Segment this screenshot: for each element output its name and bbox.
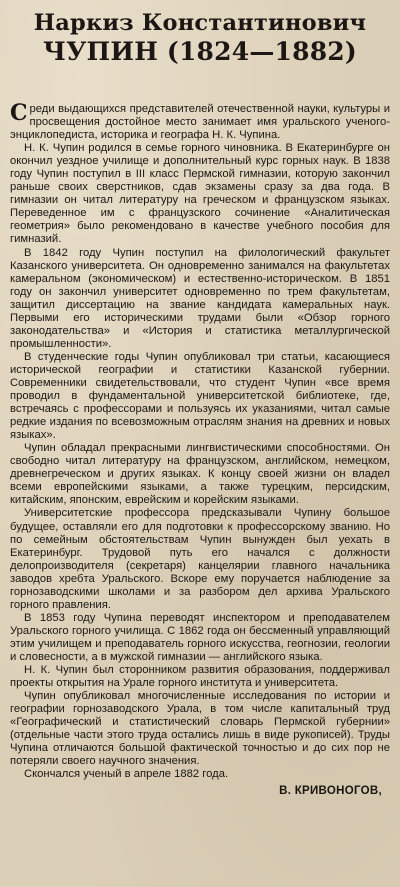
paragraph-9: Чупин опубликовал многочисленные исследования по истории и географии горнозаводского Урала, в том числе капитальный труд «Географический и статистический словарь Пермской губернии» (отдельные части этого труда остались лишь в виде рукописей). Труды Чупина отличаются большой фактической точностью и до сих пор не потеряли своего научного значения. [10, 690, 390, 768]
paragraph-1 [10, 100, 390, 142]
paragraph-6: Университетские профессора предсказывали Чупину большое будущее, оставляли его для подготовки к профессорскому званию. Но по семейным обстоятельствам Чупин вынужден был уехать в Екатеринбург. Трудовой путь его начался с должности делопроизводителя (секретаря) канцелярии главного начальника заводов хребта Уральского. Вскоре ему поручается наблюдение за горнозаводскими школами и за разбором дел архива Уральского горного правления. [10, 507, 390, 611]
article-title-name: Наркиз Константинович [33, 10, 367, 36]
article-title-surname-years: ЧУПИН (1824—1882) [43, 37, 357, 66]
paragraph-8: Н. К. Чупин был сторонником развития образования, поддерживал проекты открытия на Урале горного института и университета. [10, 664, 390, 690]
paragraph-4: В студенческие годы Чупин опубликовал три статьи, касающиеся исторической географии и статистики Казанской губернии. Современники свидетельствовали, что студент Чупин «все время проводил в фундаментальной университетской библиотеке, где, встречаясь с профессорами и пользуясь их указаниями, читал самые редкие издания по всевозможным отраслям знания на древних и новых языках». [10, 350, 390, 442]
paragraph-3: В 1842 году Чупин поступил на филологический факультет Казанского университета. Он одновременно занимался на факультетах камеральном (экономическом) и естественно-историческом. В 1851 году он закончил университет одновременно по трем факультетам, защитил диссертацию на звание кандидата камеральных наук. Первыми его историческими трудами были «Обзор горного законодательства» и «История и статистика металлургической промышленности». [10, 246, 390, 350]
paragraph-7: В 1853 году Чупина переводят инспектором и преподавателем Уральского горного училища. С 1862 года он бессменный управляющий этим училищем и преподаватель горного искусства, геогнозии, геологии и словесности, а в мужской гимназии — английского языка. [10, 611, 390, 663]
article-body [10, 100, 390, 781]
author-signature: В. КРИВОНОГОВ, [279, 785, 382, 798]
article-header [10, 10, 390, 67]
drop-cap: С [10, 100, 28, 126]
paragraph-5: Чупин обладал прекрасными лингвистическими способностями. Он свободно читал литературу на французском, английском, немецком, древнегреческом и других языках. К концу своей жизни он владел всеми европейскими языками, а также турецким, персидским, китайским, японским, еврейским и корейским языками. [10, 442, 390, 507]
paragraph-10: Скончался ученый в апреле 1882 года. [24, 768, 229, 781]
paragraph-1-text: реди выдающихся представителей отечественной науки, культуры и просвещения достойное место занимает имя уральского ученого-энциклопедиста, историка и географа Н. К. Чупина. [10, 103, 390, 142]
paragraph-2: Н. К. Чупин родился в семье горного чиновника. В Екатеринбурге он окончил уездное училище и дополнительный курс горных наук. В 1838 году Чупин поступил в III класс Пермской гимназии, которую закончил раньше своих сверстников, сдав экзамены сразу за два года. В гимназии он читал литературу на греческом и французском языках. Переведенное им с французского сочинение «Аналитическая геометрия» было рекомендовано в качестве учебного пособия для гимназий. [10, 142, 390, 246]
